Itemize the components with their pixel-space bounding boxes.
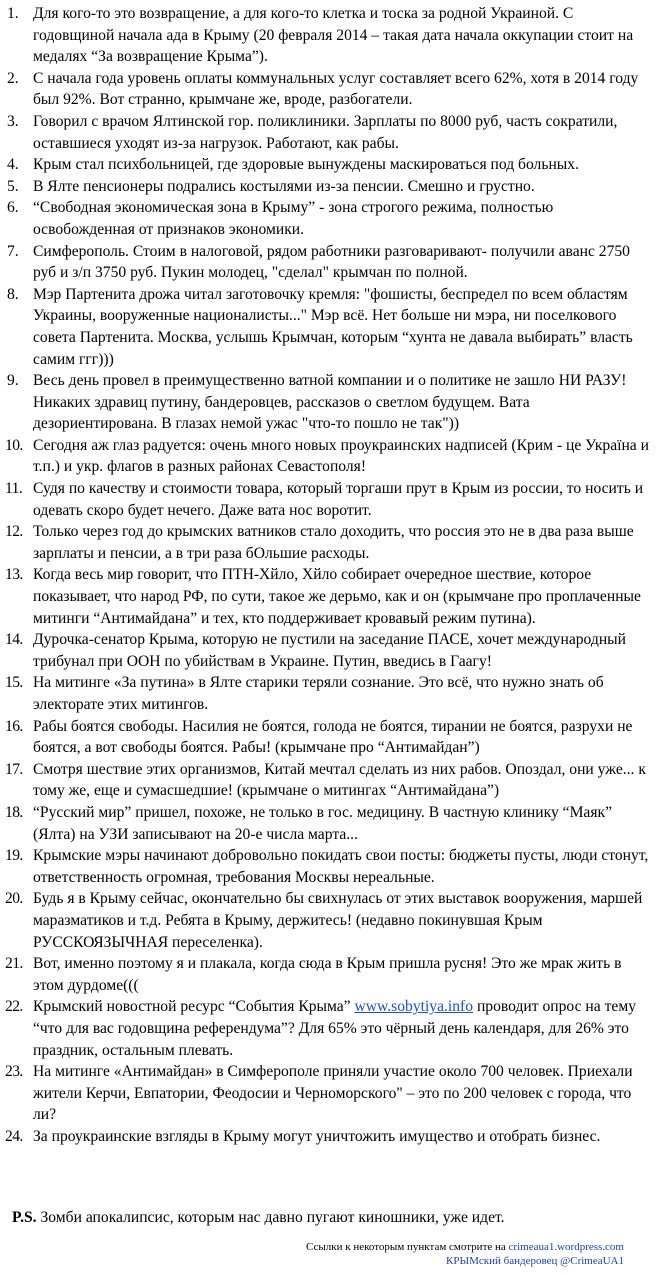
item-text: Смотря шествие этих организмов, Китай мечтал сделать из них рабов. Опоздал, они уже... к тому же, еще и сумасшедшие! (крымчане о митингах “Антимайдана”) xyxy=(33,760,646,800)
item-number: 16. xyxy=(5,717,23,735)
item-text: “Русский мир” пришел, похоже, не только в гос. медицину. В частную клинику “Маяк” (Ялта) на УЗИ записывают на 20-е числа марта... xyxy=(33,803,613,843)
list-item xyxy=(0,284,658,370)
list-item xyxy=(0,759,658,802)
list-item xyxy=(0,111,658,154)
list-item xyxy=(0,1061,658,1126)
list-item xyxy=(0,564,658,629)
item-text: Весь день провел в преимущественно ватной компании и о политике не зашло НИ РАЗУ! Никаких здравиц путину, бандеровцев, рассказов о светлом будущем. Вата дезориентирована. В глазах немой ужас "что-то пошло не так")) xyxy=(33,372,627,433)
list-item xyxy=(0,953,658,996)
item-text: Вот, именно поэтому я и плакала, когда сюда в Крым пришла русня! Это же мрак жить в этом дурдоме((( xyxy=(33,955,622,994)
item-text: На митинге «За путина» в Ялте старики теряли сознание. Это всё, что нужно знать об электорате этих митингов. xyxy=(33,674,604,713)
list-item xyxy=(0,845,658,888)
item-number: 13. xyxy=(5,566,23,584)
crimeaua1-link[interactable]: crimeaua1.wordpress.com xyxy=(508,1241,624,1253)
item-text: Только через год до крымских ватников стало доходить, что россия это не в два раза выше зарплаты и пенсии, а в три раза бОльшие расходы. xyxy=(33,523,634,562)
item-number: 21. xyxy=(5,955,23,973)
list-item xyxy=(0,888,658,953)
item-text: Говорил с врачом Ялтинской гор. поликлиники. Зарплаты по 8000 руб, часть сократили, оставшиеся уходят из-за нагрузок. Работают, как рабы. xyxy=(33,112,618,152)
credits xyxy=(306,1240,624,1268)
item-text-before-link: Крымский новостной ресурс “События Крыма” xyxy=(33,998,355,1016)
item-text: Когда весь мир говорит, что ПТН-Хйло, Хйло собирает очередное шествие, которое показывает, что народ РФ, по сути, такое же дерьмо, как и он (крымчане про проплаченные митинги “Антимайдана” и тех, кто поддерживает кровавый режим путина). xyxy=(33,566,641,627)
item-text: Сегодня аж глаз радуется: очень много новых проукраинских надписей (Крим - це Україна и т.п.) и укр. флагов в разных районах Севастополя! xyxy=(33,436,649,476)
numbered-list xyxy=(0,3,658,1147)
postscript xyxy=(12,1207,505,1229)
list-item xyxy=(0,521,658,564)
list-item xyxy=(0,241,658,284)
list-item xyxy=(0,672,658,715)
item-text: Рабы боятся свободы. Насилия не боятся, голода не боятся, тирании не боятся, разрухи не боятся, а вот свободы боятся. Рабы! (крымчане про “Антимайдан”) xyxy=(33,717,633,757)
item-text: “Свободная экономическая зона в Крыму” - зона строгого режима, полностью освобожденная от признаков экономики. xyxy=(33,199,554,238)
item-text: За проукраинские взгляды в Крыму могут уничтожить имущество и отобрать бизнес. xyxy=(33,1127,601,1145)
item-text: Будь я в Крыму сейчас, окончательно бы свихнулась от этих выставок вооружения, маршей маразматиков и т.д. Ребята в Крыму, держитесь! (недавно покинувшая Крым РУССКОЯЗЫЧНАЯ переселенка). xyxy=(33,890,643,951)
item-number: 9. xyxy=(7,372,19,390)
item-text-after-link: проводит опрос на тему “что для вас годовщина референдума”? Для 65% это чёрный день календаря, для 26% это праздник, остальным плевать. xyxy=(33,998,636,1059)
item-number: 5. xyxy=(7,177,19,195)
item-number: 15. xyxy=(5,674,23,692)
item-text: Дурочка-сенатор Крыма, которую не пустили на заседание ПАСЕ, хочет международный трибунал при ООН по убийствам в Украине. Путин, введись в Гаагу! xyxy=(33,631,626,670)
list-item xyxy=(0,802,658,845)
ps-text: Зомби апокалипсис, которым нас давно пугают киношники, уже идет. xyxy=(36,1209,505,1226)
item-number: 23. xyxy=(5,1063,23,1081)
list-item xyxy=(0,716,658,759)
ps-label: P.S. xyxy=(12,1209,37,1226)
list-item xyxy=(0,435,658,478)
item-number: 18. xyxy=(5,803,23,821)
item-number: 14. xyxy=(5,631,23,649)
credits-line-1-text: Ссылки к некоторым пунктам смотрите на xyxy=(306,1241,509,1253)
item-number: 22. xyxy=(5,998,23,1016)
item-number: 2. xyxy=(7,69,19,87)
item-number: 20. xyxy=(5,890,23,908)
item-number: 4. xyxy=(7,156,19,174)
item-number: 19. xyxy=(5,847,23,865)
list-item xyxy=(0,996,658,1061)
item-number: 10. xyxy=(5,436,23,454)
list-item xyxy=(0,154,658,176)
list-item xyxy=(0,3,658,68)
list-item xyxy=(0,1126,658,1148)
item-text: На митинге «Антимайдан» в Симферополе приняли участие около 700 человек. Приехали жители Керчи, Евпатории, Феодосии и Черноморского" – это по 200 человек с города, что ли? xyxy=(33,1063,633,1124)
item-text: Судя по качеству и стоимости товара, который торгаши прут в Крым из россии, то носить и одевать скоро будет нечего. Даже вата нос воротит. xyxy=(33,480,644,519)
item-number: 8. xyxy=(7,285,19,303)
item-text: С начала года уровень оплаты коммунальных услуг составляет всего 62%, хотя в 2014 году был 92%. Вот странно, крымчане же, вроде, разбогатели. xyxy=(33,69,639,109)
item-number: 7. xyxy=(7,242,19,260)
list-item xyxy=(0,629,658,672)
sobytiya-link[interactable]: www.sobytiya.info xyxy=(354,998,474,1016)
credits-author: КРЫМский бандеровец @CrimeaUA1 xyxy=(446,1255,624,1267)
list-item xyxy=(0,370,658,435)
credits-line-1 xyxy=(306,1240,624,1254)
list-item xyxy=(0,478,658,521)
item-number: 1. xyxy=(7,5,19,22)
item-number: 12. xyxy=(5,523,23,541)
item-text: В Ялте пенсионеры подрались костылями из-за пенсии. Смешно и грустно. xyxy=(33,177,535,195)
item-text: Крым стал психбольницей, где здоровые вынуждены маскироваться под больных. xyxy=(33,156,579,174)
item-text: Мэр Партенита дрожа читал заготовочку кремля: "фошисты, беспредел по всем областям Украины, вооруженные националисты..." Мэр всё. Нет больше ни мэра, ни поселкового совета Партенита. Москва, услышь Крымчан, которым “хунта не давала выбирать” власть самим ггг))) xyxy=(33,285,633,368)
item-number: 24. xyxy=(5,1127,23,1145)
list-item xyxy=(0,197,658,240)
item-number: 3. xyxy=(7,112,19,130)
item-number: 11. xyxy=(5,480,23,498)
item-text: Симферополь. Стоим в налоговой, рядом работники разговаривают- получили аванс 2750 руб и з/п 3750 руб. Пукин молодец, "сделал" крымчан по полной. xyxy=(33,242,630,282)
item-text: Для кого-то это возвращение, а для кого-то клетка и тоска за родной Украиной. С годовщиной начала ада в Крыму (20 февраля 2014 – такая дата начала оккупации стоит на медалях “За возвращение Крыма”). xyxy=(33,5,634,66)
item-number: 6. xyxy=(7,199,19,217)
item-number: 17. xyxy=(5,760,23,778)
item-text: Крымские мэры начинают добровольно покидать свои посты: бюджеты пусты, люди стонут, ответственность огромная, требования Москвы нереальные. xyxy=(33,847,649,886)
list-item xyxy=(0,176,658,198)
list-item xyxy=(0,68,658,111)
